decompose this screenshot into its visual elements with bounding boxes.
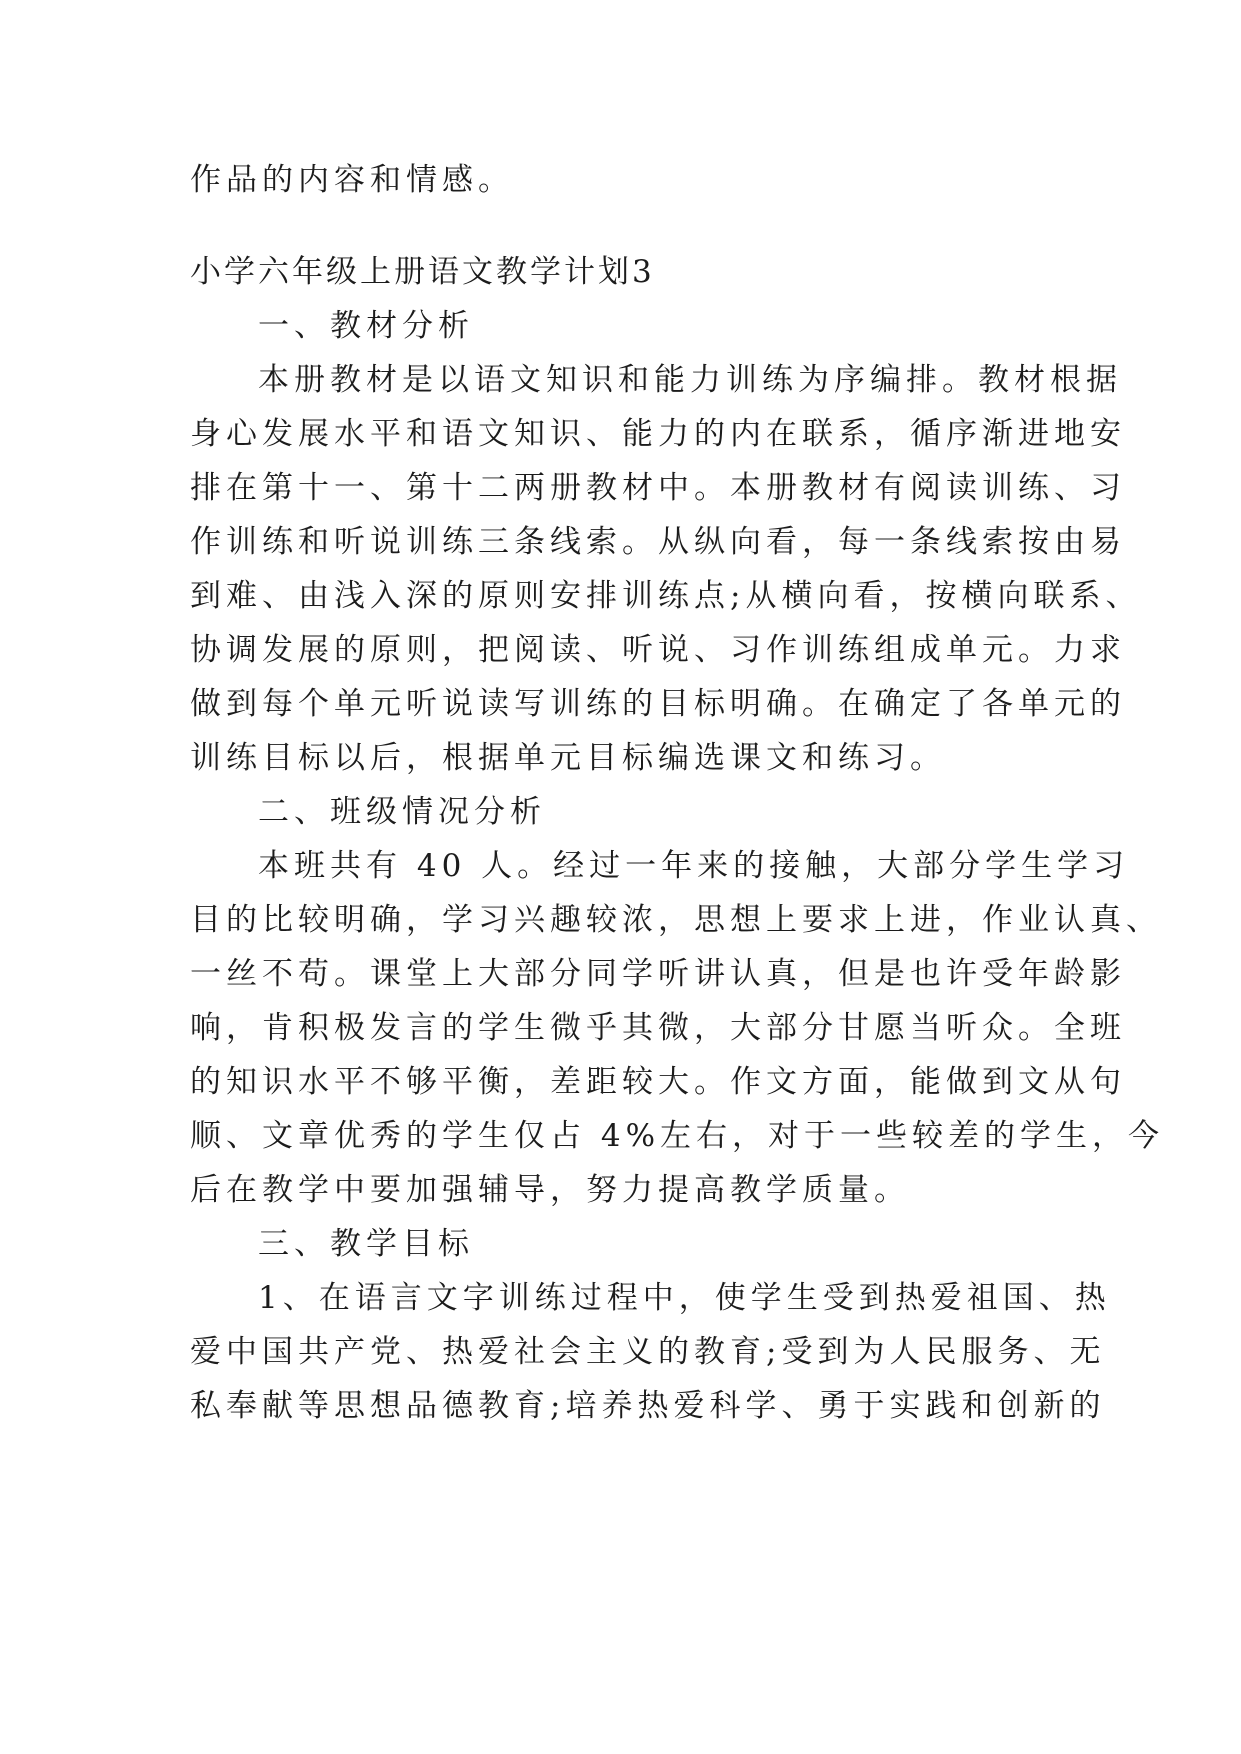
section-heading-1: 一、教材分析: [258, 308, 474, 344]
paragraph-continuation: 作品的内容和情感。: [190, 162, 514, 198]
paragraph-line: 做到每个单元听说读写训练的目标明确。在确定了各单元的: [190, 686, 1126, 722]
paragraph-line: 作训练和听说训练三条线索。从纵向看，每一条线索按由易: [190, 524, 1126, 560]
paragraph-line: 身心发展水平和语文知识、能力的内在联系，循序渐进地安: [190, 416, 1126, 452]
paragraph-line: 本册教材是以语文知识和能力训练为序编排。教材根据: [258, 362, 1122, 398]
paragraph-line: 目的比较明确，学习兴趣较浓，思想上要求上进，作业认真、: [190, 902, 1162, 938]
paragraph-line: 响，肯积极发言的学生微乎其微，大部分甘愿当听众。全班: [190, 1010, 1126, 1046]
section-heading-2: 二、班级情况分析: [258, 794, 546, 830]
paragraph-line: 排在第十一、第十二两册教材中。本册教材有阅读训练、习: [190, 470, 1126, 506]
paragraph-line: 的知识水平不够平衡，差距较大。作文方面，能做到文从句: [190, 1064, 1126, 1100]
paragraph-line: 后在教学中要加强辅导，努力提高教学质量。: [190, 1172, 910, 1208]
paragraph-line: 一丝不苟。课堂上大部分同学听讲认真，但是也许受年龄影: [190, 956, 1126, 992]
paragraph-line: 爱中国共产党、热爱社会主义的教育;受到为人民服务、无: [190, 1334, 1106, 1370]
paragraph-line: 训练目标以后，根据单元目标编选课文和练习。: [190, 740, 946, 776]
paragraph-line: 私奉献等思想品德教育;培养热爱科学、勇于实践和创新的: [190, 1388, 1106, 1424]
paragraph-line: 协调发展的原则，把阅读、听说、习作训练组成单元。力求: [190, 632, 1126, 668]
paragraph-line: 顺、文章优秀的学生仅占 4%左右，对于一些较差的学生，今: [190, 1118, 1165, 1154]
section-heading-3: 三、教学目标: [258, 1226, 474, 1262]
paragraph-line: 到难、由浅入深的原则安排训练点;从横向看，按横向联系、: [190, 578, 1142, 614]
paragraph-line: 本班共有 40 人。经过一年来的接触，大部分学生学习: [258, 848, 1130, 884]
paragraph-line: 1、在语言文字训练过程中，使学生受到热爱祖国、热: [258, 1280, 1111, 1316]
document-title: 小学六年级上册语文教学计划3: [190, 254, 655, 290]
